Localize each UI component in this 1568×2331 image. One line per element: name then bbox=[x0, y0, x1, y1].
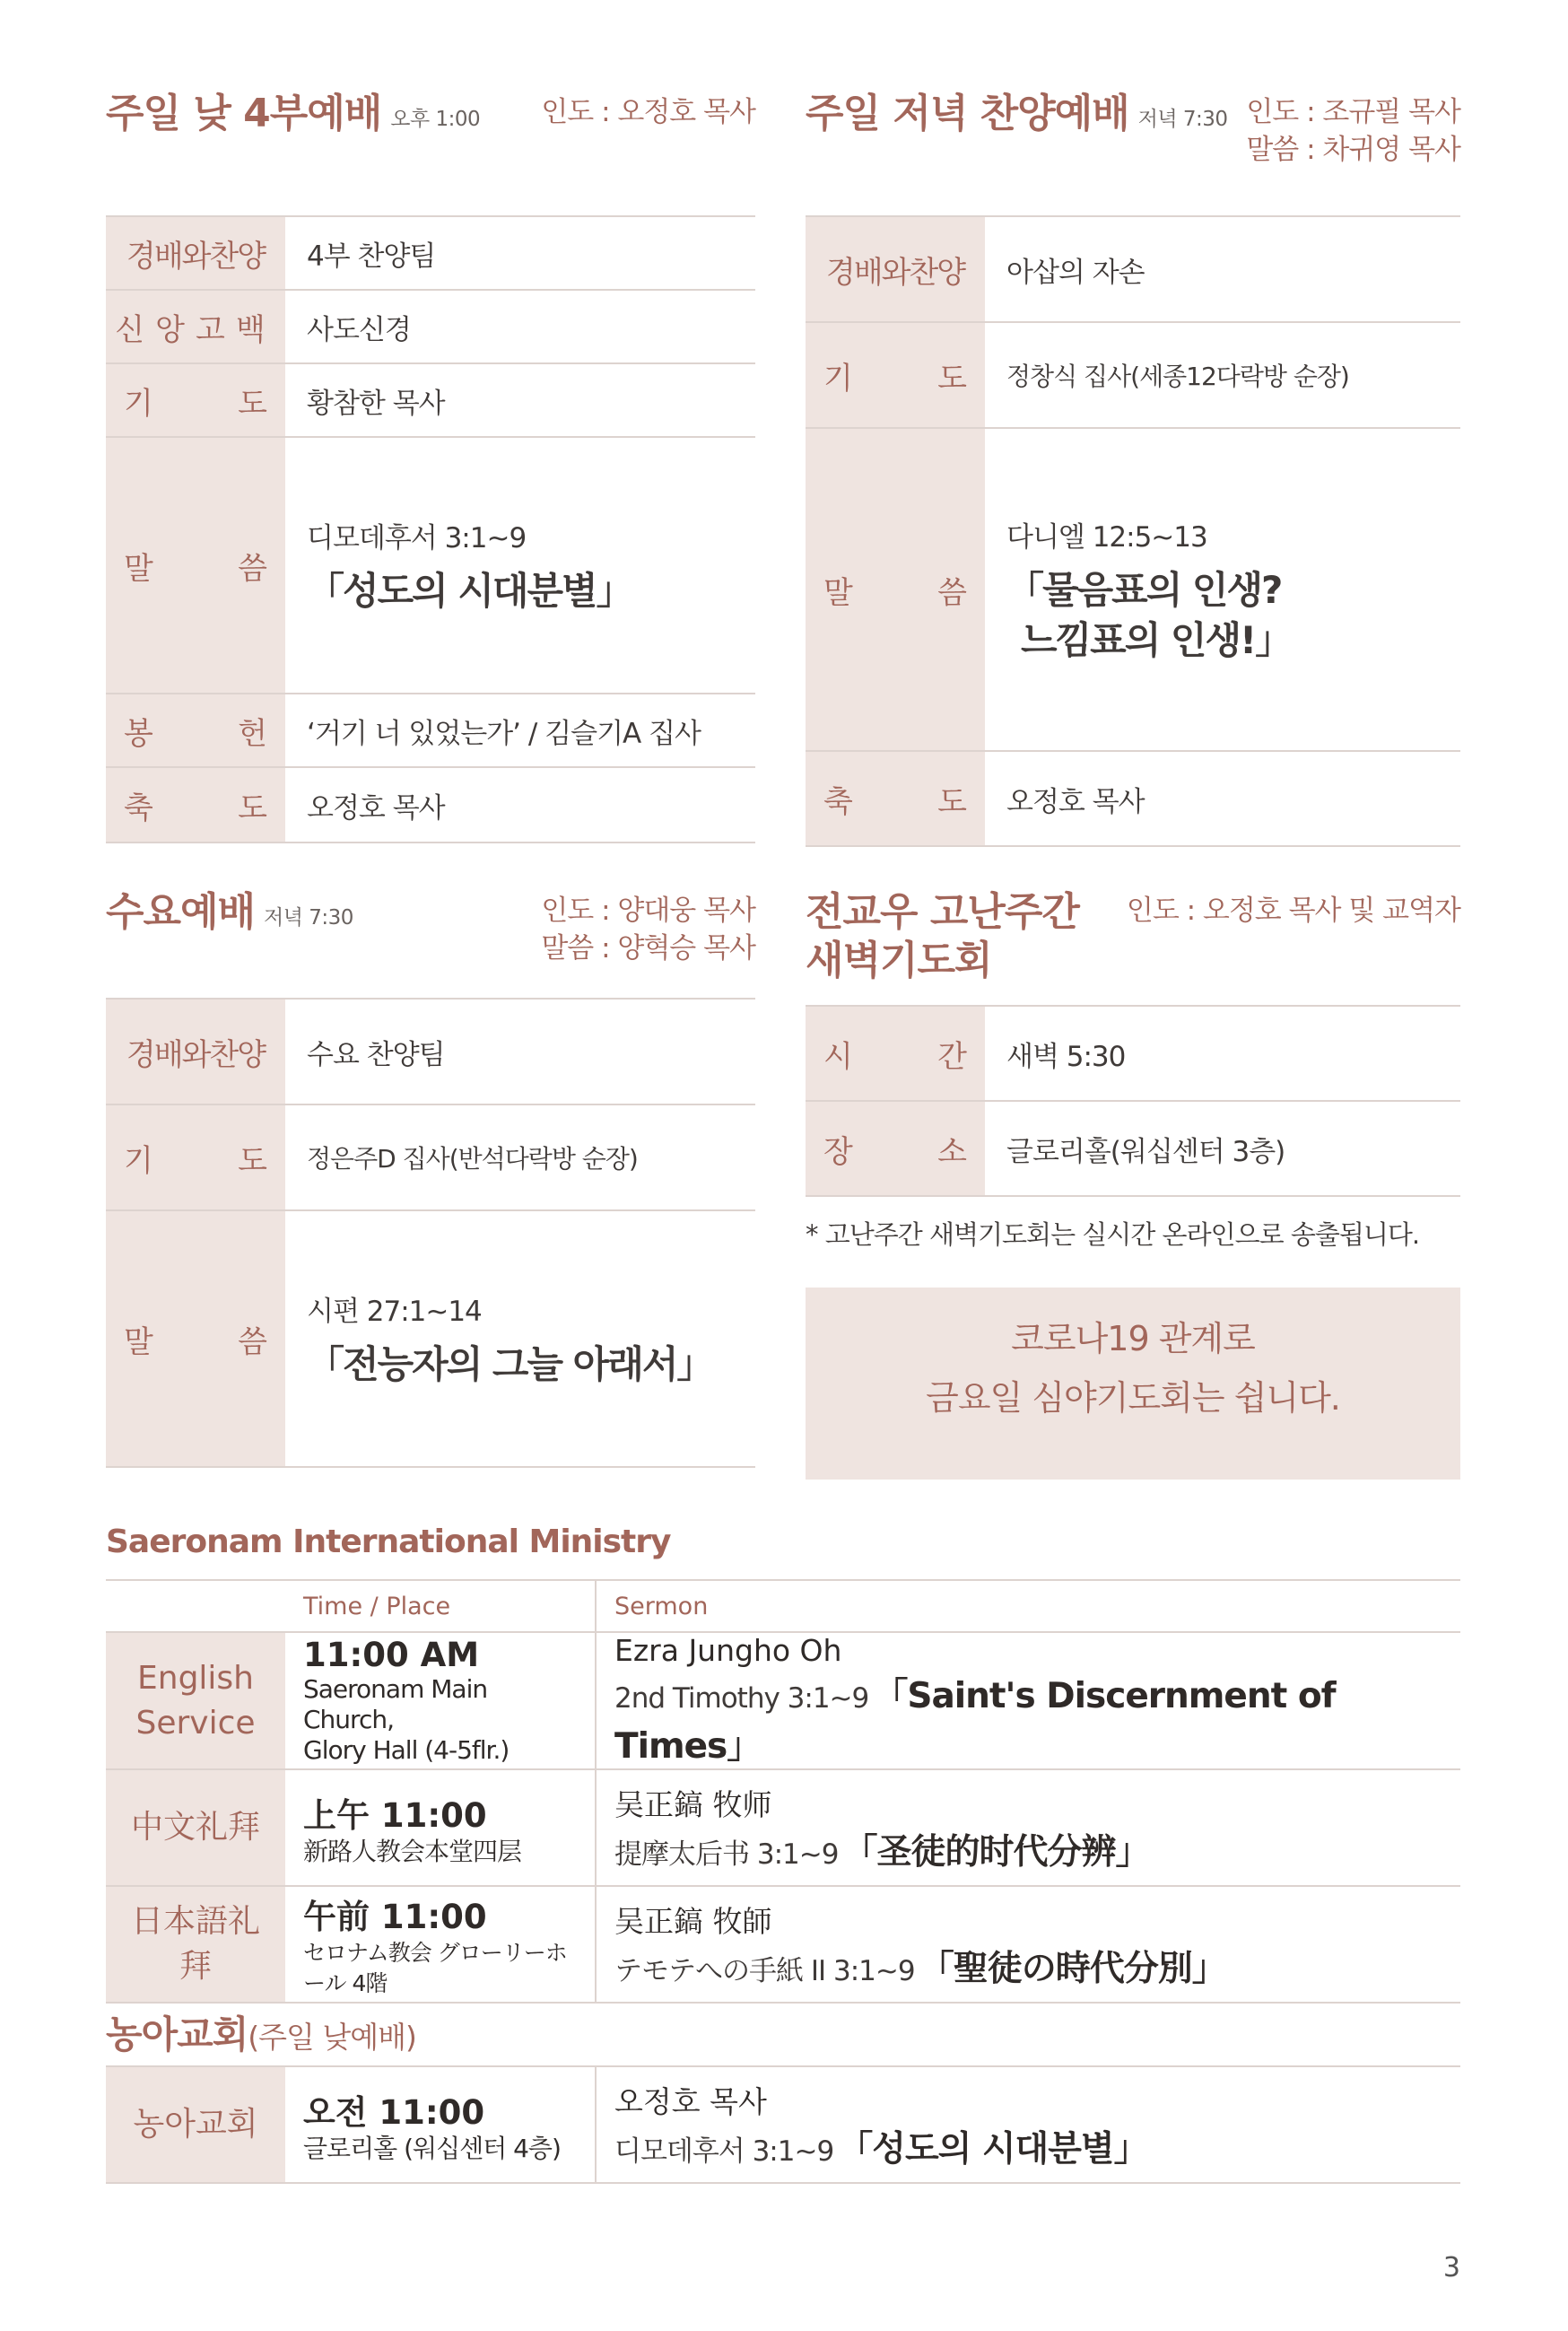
row-label: 봉 헌 bbox=[124, 715, 267, 752]
notice-box bbox=[806, 1288, 1460, 1480]
scripture-ref: 2nd Timothy 3:1~9 bbox=[614, 1682, 869, 1715]
scripture-ref: 디모데후서 3:1~9 bbox=[307, 521, 527, 554]
order-row bbox=[106, 363, 755, 437]
section-title: 전교우 고난주간 새벽기도회 bbox=[806, 889, 1079, 983]
leader-text bbox=[541, 892, 755, 967]
row-value: 수요 찬양팀 bbox=[285, 999, 755, 1104]
row-label: 경배와찬양 bbox=[126, 1036, 266, 1073]
sunday-4th-header bbox=[106, 90, 755, 215]
row-value: 아삽의 자손 bbox=[985, 216, 1460, 322]
row-label: 말 씀 bbox=[124, 1323, 267, 1360]
table-row bbox=[106, 1632, 1460, 1769]
service-time: 上午 11:00 bbox=[303, 1796, 487, 1835]
order-row bbox=[806, 322, 1460, 428]
service-time: 저녁 7:30 bbox=[1137, 108, 1228, 131]
page-number: 3 bbox=[1442, 2252, 1460, 2283]
row-label: 말 씀 bbox=[124, 550, 267, 587]
order-row bbox=[806, 428, 1460, 751]
sermon-title: 「성도의 시대분별」 bbox=[307, 568, 632, 613]
service-name: 中文礼拜 bbox=[106, 1769, 285, 1886]
section-title: 주일 저녁 찬양예배 $^{저녁 7:30}$ bbox=[806, 91, 1228, 136]
row-value: 4부 찬양팀 bbox=[285, 216, 755, 290]
deaf-church-subtitle: (주일 낮예배) bbox=[248, 2020, 416, 2055]
international-title: Saeronam International Ministry bbox=[106, 1523, 671, 1560]
row-label: 경배와찬양 bbox=[126, 238, 266, 275]
leader-line: 인도 : 조규필 목사 bbox=[1246, 96, 1460, 128]
row-value: ‘거기 너 있었는가’ / 김슬기A 집사 bbox=[285, 694, 755, 767]
sunday-evening-section bbox=[806, 90, 1460, 847]
dawn-prayer-section bbox=[806, 888, 1460, 1480]
broadcast-note: * 고난주간 새벽기도회는 실시간 온라인으로 송출됩니다. bbox=[806, 1219, 1420, 1250]
wednesday-section bbox=[106, 888, 755, 1468]
sermon-title: 「聖徒の時代分別」 bbox=[919, 1948, 1226, 1989]
row-label: 기 도 bbox=[124, 385, 267, 422]
section-title: 주일 낮 4부예배 $^{오후 1:00}$ bbox=[106, 91, 481, 136]
dawn-prayer-header bbox=[806, 888, 1460, 1005]
row-value: 황참한 목사 bbox=[285, 363, 755, 437]
service-place: 新路人教会本堂四层 bbox=[303, 1837, 522, 1866]
preacher: 吴正鎬 牧師 bbox=[614, 1903, 772, 1939]
leader-text bbox=[1246, 93, 1460, 169]
order-row bbox=[106, 1104, 755, 1210]
row-value: 새벽 5:30 bbox=[985, 1006, 1460, 1101]
row-label: 기 도 bbox=[124, 1142, 267, 1179]
preacher: Ezra Jungho Oh bbox=[614, 1633, 842, 1668]
service-time: 오후 1:00 bbox=[390, 108, 481, 131]
sermon-title: 「성도의 시대분별」 bbox=[838, 2128, 1148, 2169]
row-label: 말 씀 bbox=[823, 574, 967, 611]
leader-text: 인도 : 오정호 목사 bbox=[541, 96, 755, 128]
international-table bbox=[106, 1579, 1460, 2004]
scripture-ref: 디모데후서 3:1~9 bbox=[614, 2135, 834, 2168]
sermon-title: 「전능자의 그늘 아래서」 bbox=[307, 1341, 713, 1386]
order-row bbox=[106, 290, 755, 363]
service-time: 오전 11:00 bbox=[303, 2093, 485, 2132]
order-row bbox=[106, 216, 755, 290]
order-row bbox=[806, 216, 1460, 322]
preacher-line: 말씀 : 양혁승 목사 bbox=[541, 932, 755, 965]
sermon-title: 「물음표의 인생? 느낌표의 인생!」 bbox=[1006, 567, 1292, 662]
preacher-line: 말씀 : 차귀영 목사 bbox=[1246, 134, 1460, 166]
order-table bbox=[806, 215, 1460, 847]
table-row bbox=[106, 2066, 1460, 2183]
order-row bbox=[806, 751, 1460, 846]
row-value: 정은주D 집사(반석다락방 순장) bbox=[285, 1104, 755, 1210]
section-title: 수요예배 $^{저녁 7:30}$ bbox=[106, 889, 353, 935]
order-table bbox=[106, 215, 755, 843]
notice-line: 금요일 심야기도회는 쉽니다. bbox=[926, 1378, 1340, 1418]
service-place: Saeronam Main Church, bbox=[303, 1674, 488, 1734]
leader-text: 인도 : 오정호 목사 및 교역자 bbox=[1126, 895, 1460, 927]
order-row bbox=[806, 1006, 1460, 1101]
order-table bbox=[806, 1005, 1460, 1197]
sermon-title: 「Saint's Discernment of Times」 bbox=[614, 1676, 1336, 1767]
service-name: 日本語礼拜 bbox=[106, 1886, 285, 2003]
notice-line: 코로나19 관계로 bbox=[1011, 1319, 1255, 1358]
row-value: 글로리홀(워십센터 3층) bbox=[985, 1101, 1460, 1196]
sermon-title: 「圣徒的时代分辨」 bbox=[842, 1831, 1150, 1873]
deaf-church-title: 농아교회(주일 낮예배) bbox=[106, 2012, 416, 2056]
service-place: 글로리홀 (워십센터 4층) bbox=[303, 2134, 561, 2163]
preacher: 吴正鎬 牧师 bbox=[614, 1786, 772, 1822]
sunday-4th-section bbox=[106, 90, 755, 843]
header-sermon: Sermon bbox=[596, 1580, 1460, 1632]
scripture-ref: テモテへの手紙 II 3:1~9 bbox=[614, 1954, 915, 1987]
row-label: 기 도 bbox=[823, 360, 967, 397]
row-value: 정창식 집사(세종12다락방 순장) bbox=[985, 322, 1460, 428]
sunday-evening-header bbox=[806, 90, 1460, 215]
row-label: 시 간 bbox=[823, 1038, 967, 1075]
row-label: 축 도 bbox=[124, 790, 267, 826]
table-header-row bbox=[106, 1580, 1460, 1632]
row-value: 오정호 목사 bbox=[285, 767, 755, 842]
wednesday-header bbox=[106, 888, 755, 1014]
scripture-ref: 다니엘 12:5~13 bbox=[1006, 520, 1207, 554]
order-row bbox=[106, 1210, 755, 1467]
service-time: 11:00 AM bbox=[303, 1636, 480, 1674]
order-row bbox=[106, 999, 755, 1104]
scripture-ref: 提摩太后书 3:1~9 bbox=[614, 1838, 839, 1871]
header-time-place: Time / Place bbox=[285, 1580, 596, 1632]
service-time: 저녁 7:30 bbox=[264, 906, 353, 930]
row-label: 장 소 bbox=[823, 1133, 967, 1170]
order-row bbox=[106, 437, 755, 694]
service-name: 농아교회 bbox=[106, 2066, 285, 2183]
service-place: Glory Hall (4-5flr.) bbox=[303, 1735, 510, 1765]
row-value: 사도신경 bbox=[285, 290, 755, 363]
order-row bbox=[106, 694, 755, 767]
service-place: セロナム教会 グローリーホール 4階 bbox=[303, 1940, 567, 1996]
order-row bbox=[106, 767, 755, 842]
order-row bbox=[806, 1101, 1460, 1196]
table-row bbox=[106, 1769, 1460, 1886]
row-label: 신앙고백 bbox=[115, 311, 276, 348]
table-row bbox=[106, 1886, 1460, 2003]
leader-line: 인도 : 양대웅 목사 bbox=[541, 895, 755, 927]
service-time: 午前 11:00 bbox=[303, 1898, 487, 1936]
preacher: 오정호 목사 bbox=[614, 2083, 767, 2119]
deaf-church-table bbox=[106, 2065, 1460, 2184]
row-label: 축 도 bbox=[823, 783, 967, 820]
row-value: 오정호 목사 bbox=[985, 751, 1460, 846]
scripture-ref: 시편 27:1~14 bbox=[307, 1295, 482, 1328]
service-name: English Service bbox=[106, 1632, 285, 1769]
order-table bbox=[106, 998, 755, 1468]
row-label: 경배와찬양 bbox=[825, 254, 965, 291]
